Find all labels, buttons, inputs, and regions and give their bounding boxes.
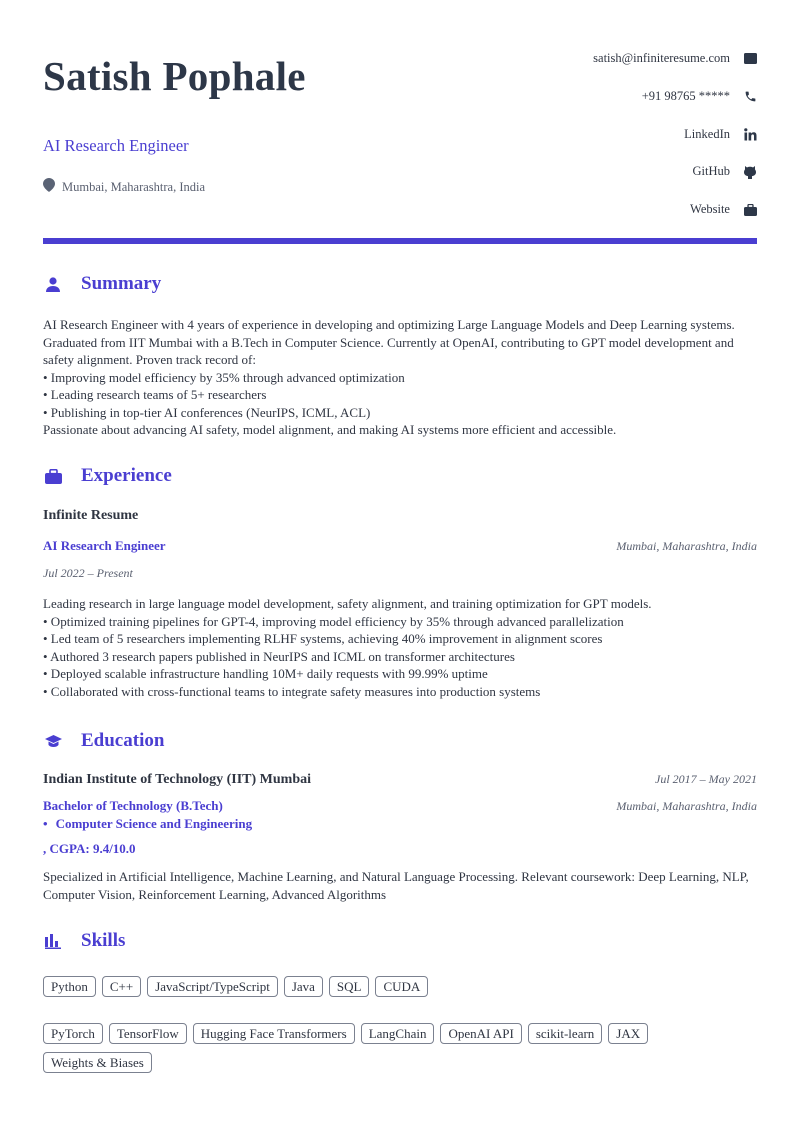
skill-chip: C++ <box>102 976 141 997</box>
skills-heading <box>43 930 125 952</box>
briefcase-icon <box>44 467 62 485</box>
graduation-cap-icon <box>44 732 62 750</box>
experience-description: Leading research in large language model development, safety alignment, and training optimization for GPT models. <box>43 596 652 611</box>
education-description: Specialized in Artificial Intelligence, Machine Learning, and Natural Language Processing. Relevant coursework: Deep Learning, NLP, Computer Vision, Reinforcement Learning, Advanced Algorithms <box>43 869 749 902</box>
position-location: Mumbai, Maharashtra, India <box>616 539 757 553</box>
phone-icon <box>743 90 757 104</box>
school-name: Indian Institute of Technology (IIT) Mumbai <box>43 772 312 787</box>
education-title: Education <box>81 730 165 751</box>
skill-chip: TensorFlow <box>109 1023 187 1044</box>
linkedin-icon <box>743 127 757 141</box>
email-icon <box>743 52 757 66</box>
linkedin-text[interactable]: LinkedIn <box>684 126 730 141</box>
map-pin-icon <box>43 178 55 196</box>
skill-chip: Java <box>284 976 323 997</box>
experience-bullet: • Authored 3 research papers published in NeurIPS and ICML on transformer architectures <box>43 648 515 664</box>
degree-row <box>43 798 757 814</box>
gpa: , CGPA: 9.4/10.0 <box>43 841 136 856</box>
skills-group-languages <box>43 976 757 997</box>
company-name: Infinite Resume <box>43 508 139 523</box>
skill-chip: PyTorch <box>43 1023 103 1044</box>
summary-bullet: • Improving model efficiency by 35% through advanced optimization <box>43 369 405 385</box>
summary-bullet: • Publishing in top-tier AI conferences (NeurIPS, ICML, ACL) <box>43 404 371 420</box>
experience-body <box>43 595 757 700</box>
skill-chip: JAX <box>608 1023 648 1044</box>
contact-github[interactable] <box>427 153 757 191</box>
education-body <box>43 868 757 903</box>
contact-linkedin[interactable] <box>427 115 757 153</box>
contact-phone[interactable] <box>427 78 757 116</box>
summary-heading <box>43 273 161 295</box>
experience-heading <box>43 465 172 487</box>
skill-chip: LangChain <box>361 1023 435 1044</box>
skills-title: Skills <box>81 930 126 951</box>
bar-chart-icon <box>44 932 62 950</box>
website-text[interactable]: Website <box>690 202 730 217</box>
skill-chip: CUDA <box>375 976 428 997</box>
candidate-name: Satish Pophale <box>43 53 306 99</box>
field-of-study: Computer Science and Engineering <box>55 816 253 831</box>
summary-title: Summary <box>81 273 162 294</box>
summary-bullet: • Leading research teams of 5+ researchers <box>43 387 267 402</box>
contact-website[interactable] <box>427 191 757 229</box>
skills-group-frameworks <box>43 1023 757 1073</box>
phone-text[interactable]: +91 98765 ***** <box>641 89 730 104</box>
education-dates: Jul 2017 – May 2021 <box>655 772 757 786</box>
position-row <box>43 538 757 554</box>
location-text: Mumbai, Maharashtra, India <box>62 179 206 194</box>
job-title: AI Research Engineer <box>43 136 189 155</box>
experience-bullet: • Optimized training pipelines for GPT-4, improving model efficiency by 35% through advanced parallelization <box>43 613 624 629</box>
briefcase-icon <box>743 203 757 217</box>
experience-title: Experience <box>81 465 172 486</box>
skill-chip: Weights & Biases <box>43 1052 152 1073</box>
summary-paragraph: AI Research Engineer with 4 years of experience in developing and optimizing Large Language Models and Deep Learning systems. Graduated from IIT Mumbai with a B.Tech in Computer Science. Currently at OpenAI, contributing to GPT model development and safety alignment. Proven track record of: <box>43 317 735 367</box>
skill-chip: SQL <box>329 976 370 997</box>
skill-chip: scikit-learn <box>528 1023 602 1044</box>
position-title: AI Research Engineer <box>43 538 166 553</box>
contact-list <box>427 40 757 228</box>
email-text[interactable]: satish@infiniteresume.com <box>593 51 730 66</box>
contact-email[interactable] <box>427 40 757 78</box>
header-divider <box>43 238 757 244</box>
position-dates-row <box>43 566 757 581</box>
location <box>43 178 205 196</box>
github-text[interactable]: GitHub <box>692 164 730 179</box>
school-row <box>43 772 757 788</box>
experience-bullet: • Led team of 5 researchers implementing RLHF systems, achieving 40% improvement in alignment scores <box>43 631 603 646</box>
skill-chip: Hugging Face Transformers <box>193 1023 355 1044</box>
summary-body <box>43 316 757 439</box>
position-dates: Jul 2022 – Present <box>43 566 133 580</box>
skill-chip: JavaScript/TypeScript <box>147 976 278 997</box>
gpa-row <box>43 841 757 857</box>
experience-bullet: • Collaborated with cross-functional teams to integrate safety measures into production systems <box>43 683 541 699</box>
education-location: Mumbai, Maharashtra, India <box>616 799 757 813</box>
skill-chip: OpenAI API <box>440 1023 521 1044</box>
degree-title: Bachelor of Technology (B.Tech) <box>43 798 223 813</box>
education-heading <box>43 730 164 752</box>
field-row <box>43 816 757 832</box>
skill-chip: Python <box>43 976 96 997</box>
github-icon <box>743 165 757 179</box>
summary-closing: Passionate about advancing AI safety, model alignment, and making AI systems more efficient and accessible. <box>43 422 617 437</box>
experience-bullet: • Deployed scalable infrastructure handling 10M+ daily requests with 99.99% uptime <box>43 666 488 681</box>
user-icon <box>44 275 62 293</box>
field-bullet: • <box>43 816 48 831</box>
